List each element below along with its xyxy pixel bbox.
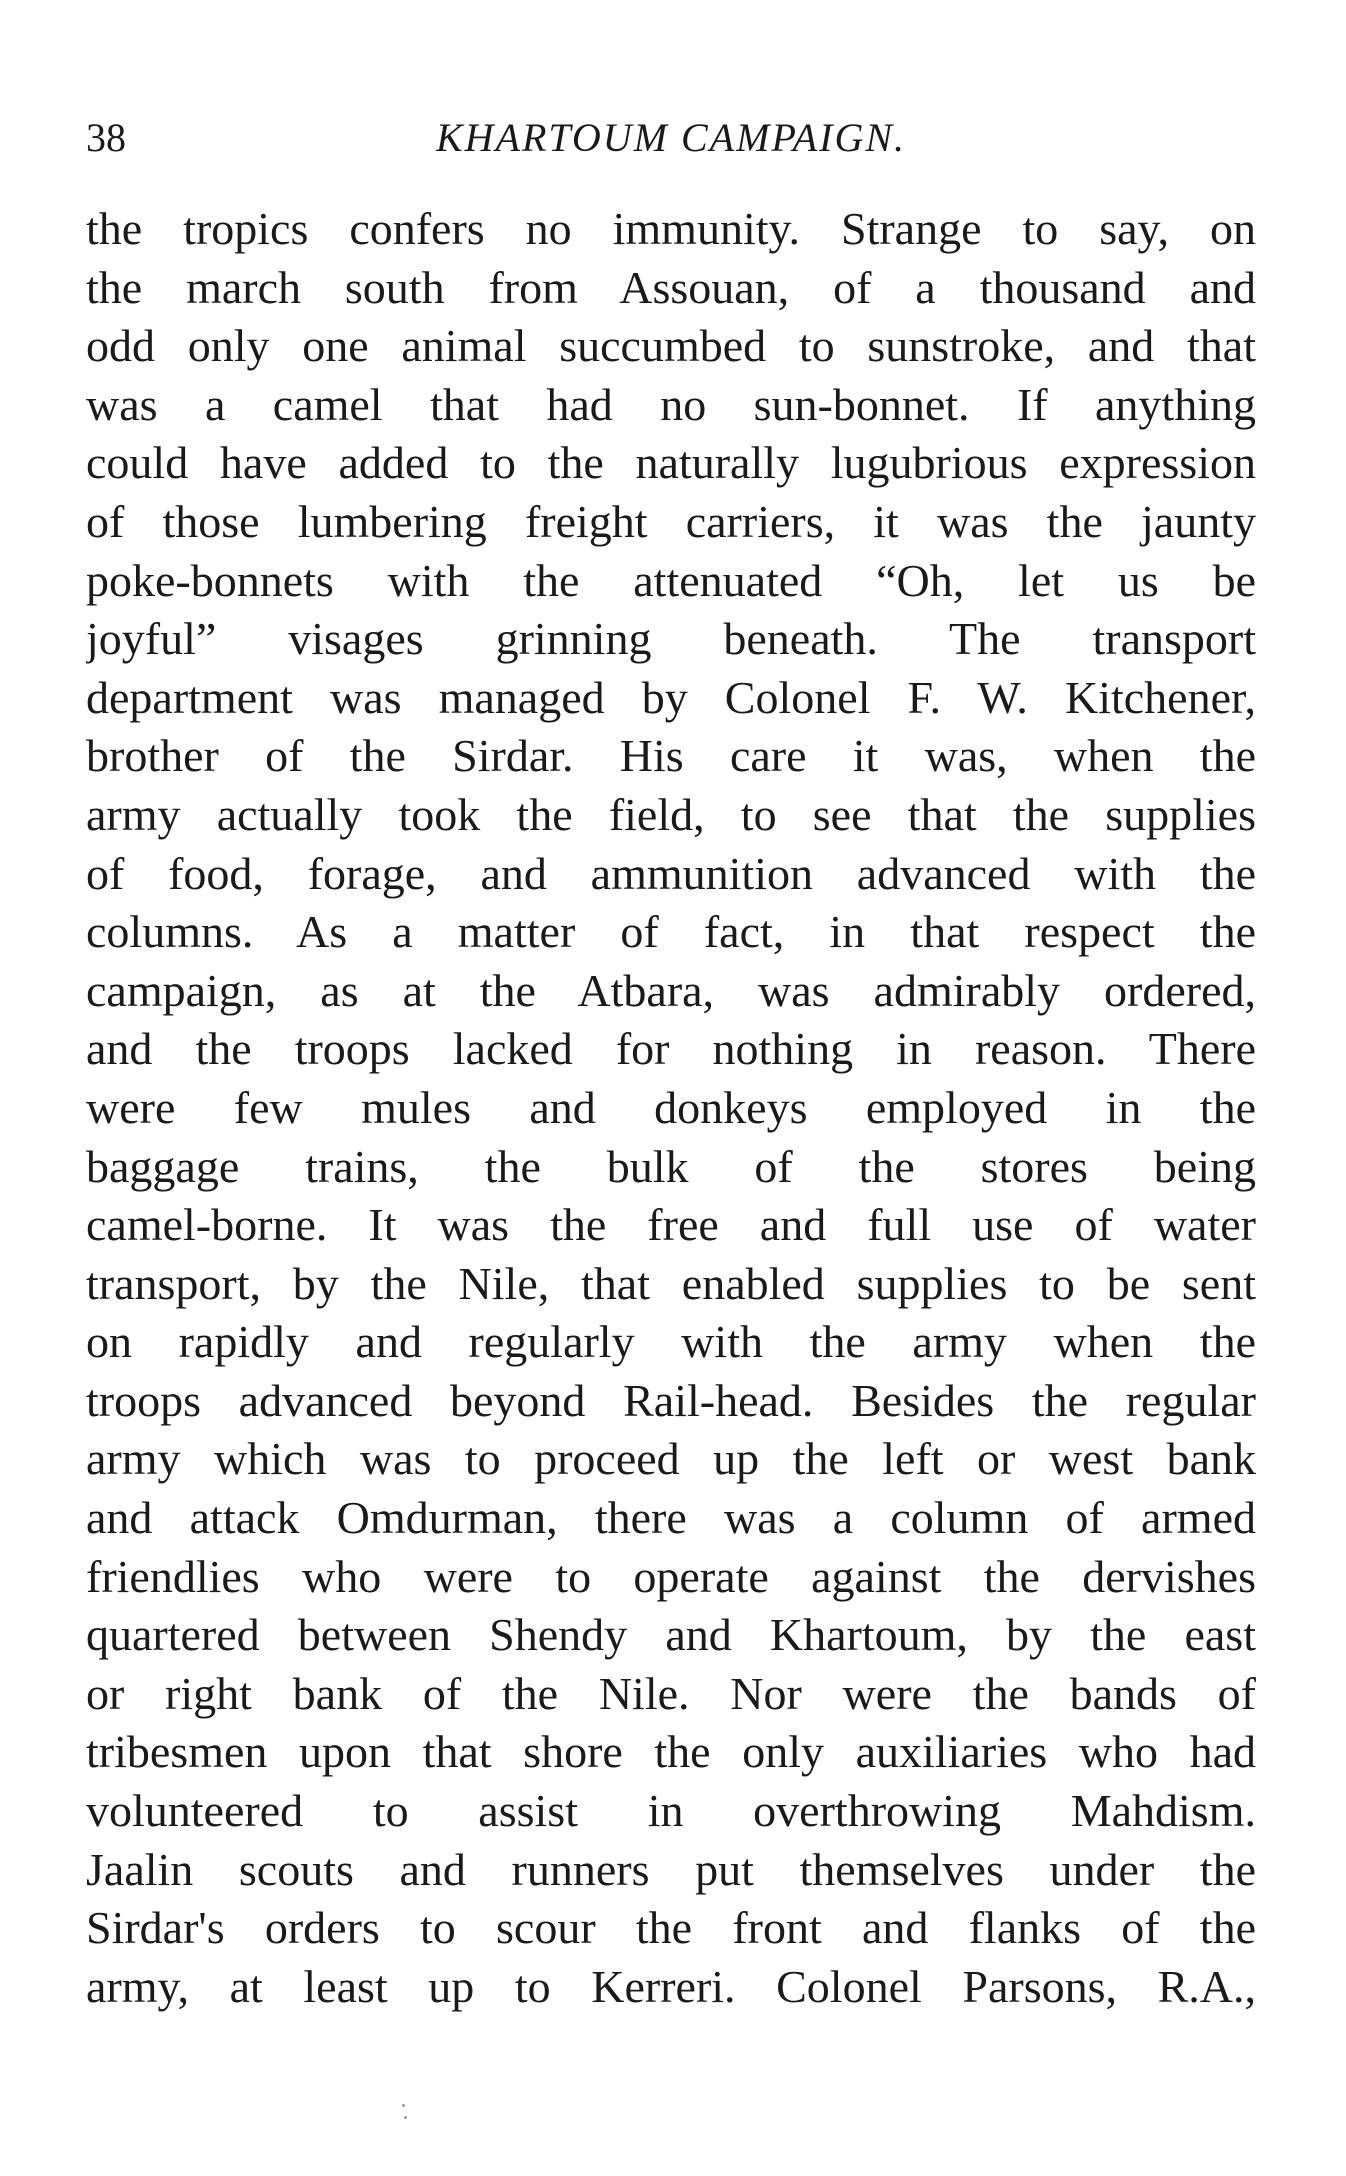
text-line: Sirdar's orders to scour the front and flanks of the: [86, 1902, 1256, 1954]
text-line: the march south from Assouan, of a thousand and: [86, 261, 1256, 313]
text-line: camel-borne. It was the free and full use of water: [86, 1199, 1256, 1251]
text-line: department was managed by Colonel F. W. Kitchener,: [86, 671, 1256, 723]
text-line: joyful” visages grinning beneath. The transport: [86, 613, 1256, 665]
text-line: campaign, as at the Atbara, was admirably ordered,: [86, 964, 1256, 1016]
text-line: on rapidly and regularly with the army when the: [86, 1316, 1256, 1368]
running-title: KHARTOUM CAMPAIGN.: [435, 115, 907, 160]
text-line: the tropics confers no immunity. Strange to say, on: [86, 203, 1256, 254]
text-line: and attack Omdurman, there was a column of armed: [86, 1492, 1256, 1544]
text-line: troops advanced beyond Rail-head. Besides the regular: [86, 1374, 1256, 1426]
text-line: could have added to the naturally lugubrious expression: [86, 437, 1256, 489]
text-line: baggage trains, the bulk of the stores being: [86, 1140, 1256, 1192]
text-line: army, at least up to Kerreri. Colonel Parsons, R.A.,: [86, 1960, 1256, 2012]
page-number: 38: [86, 115, 126, 160]
running-head: [86, 108, 1256, 168]
text-line: was a camel that had no sun-bonnet. If anything: [86, 378, 1256, 430]
text-line: columns. As a matter of fact, in that respect the: [86, 906, 1256, 958]
text-line: army actually took the field, to see that the supplies: [86, 788, 1256, 840]
text-line: of food, forage, and ammunition advanced with the: [86, 847, 1256, 899]
text-line: and the troops lacked for nothing in reason. There: [86, 1023, 1256, 1075]
text-line: friendlies who were to operate against the dervishes: [86, 1550, 1256, 1602]
text-line: volunteered to assist in overthrowing Mahdism.: [86, 1785, 1256, 1837]
paper-speck: [404, 2116, 407, 2119]
text-line: transport, by the Nile, that enabled supplies to be sent: [86, 1257, 1256, 1309]
body-text: [86, 200, 1256, 2016]
text-line: brother of the Sirdar. His care it was, when the: [86, 730, 1256, 782]
text-line: poke-bonnets with the attenuated “Oh, let us be: [86, 554, 1256, 606]
text-line: were few mules and donkeys employed in the: [86, 1081, 1256, 1133]
text-line: or right bank of the Nile. Nor were the bands of: [86, 1667, 1256, 1719]
text-line: odd only one animal succumbed to sunstroke, and that: [86, 320, 1256, 372]
text-line: tribesmen upon that shore the only auxiliaries who had: [86, 1726, 1256, 1778]
text-line: army which was to proceed up the left or west bank: [86, 1433, 1256, 1485]
text-line: of those lumbering freight carriers, it was the jaunty: [86, 495, 1256, 547]
text-line: Jaalin scouts and runners put themselves under the: [86, 1843, 1256, 1895]
text-line: quartered between Shendy and Khartoum, by the east: [86, 1609, 1256, 1661]
paper-speck: [402, 2104, 405, 2107]
